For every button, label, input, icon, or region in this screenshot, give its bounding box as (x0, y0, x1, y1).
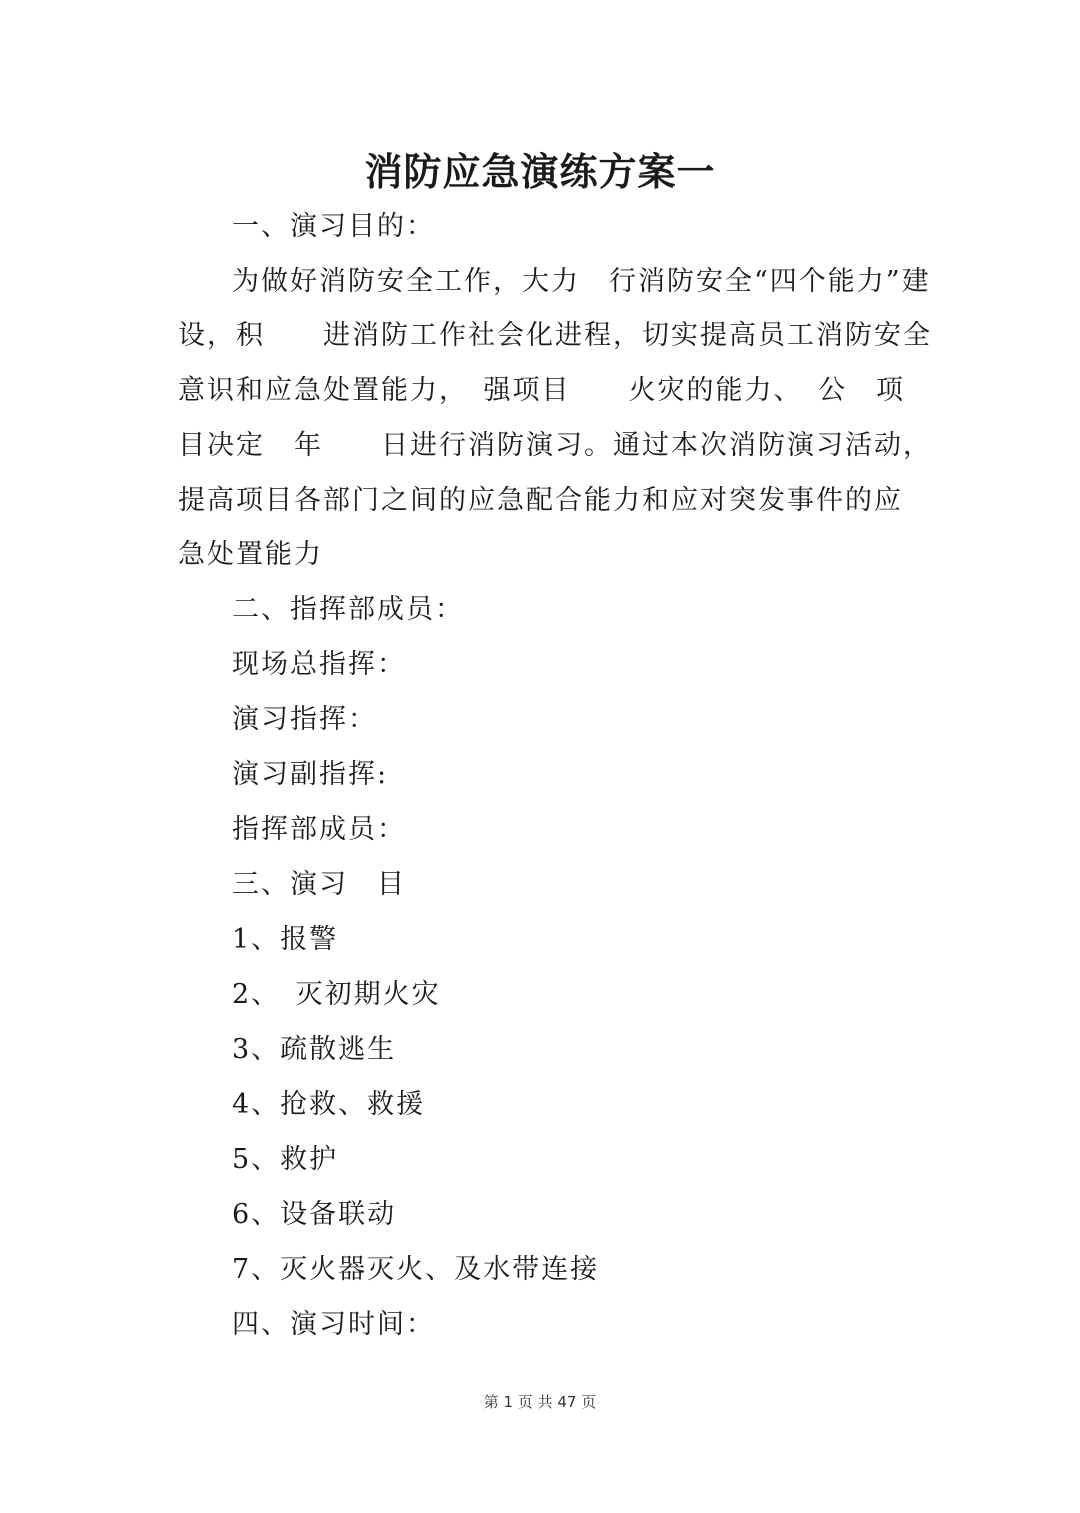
section-heading-command: 二、指挥部成员： (232, 594, 464, 625)
role-command-members: 指挥部成员： (232, 814, 406, 845)
paragraph-line-3: 意识和应急处置能力， 强项目 火灾的能力、 公 项 (178, 375, 905, 406)
paragraph-line-4: 目决定 年 日进行消防演习。通过本次消防演习活动， (178, 430, 932, 461)
list-item: 2、 灭初期火灾 (232, 979, 441, 1010)
section-heading-items: 三、演习 目 (232, 869, 406, 900)
list-item: 4、抢救、救援 (232, 1089, 426, 1120)
page-footer: 第 1 页 共 47 页 (483, 1393, 597, 1411)
list-item: 6、设备联动 (232, 1199, 397, 1230)
list-item: 3、疏散逃生 (232, 1034, 397, 1065)
list-item: 5、救护 (232, 1144, 339, 1175)
paragraph-line-2: 设，积 进消防工作社会化进程，切实提高员工消防安全 (178, 320, 932, 351)
section-heading-purpose: 一、演习目的： (232, 211, 435, 242)
role-drill-commander: 演习指挥： (232, 704, 377, 735)
role-deputy-commander: 演习副指挥: (232, 759, 389, 790)
section-heading-time: 四、演习时间： (232, 1309, 435, 1340)
paragraph-line-5: 提高项目各部门之间的应急配合能力和应对突发事件的应 (178, 485, 903, 516)
paragraph-line-1: 为做好消防安全工作，大力 行消防安全“四个能力”建 (232, 266, 931, 297)
paragraph-line-6: 急处置能力 (178, 539, 323, 570)
list-item: 1、报警 (232, 924, 339, 955)
list-item: 7、灭火器灭火、及水带连接 (232, 1254, 600, 1285)
role-chief-commander: 现场总指挥： (232, 649, 406, 680)
document-title: 消防应急演练方案一 (364, 149, 716, 194)
